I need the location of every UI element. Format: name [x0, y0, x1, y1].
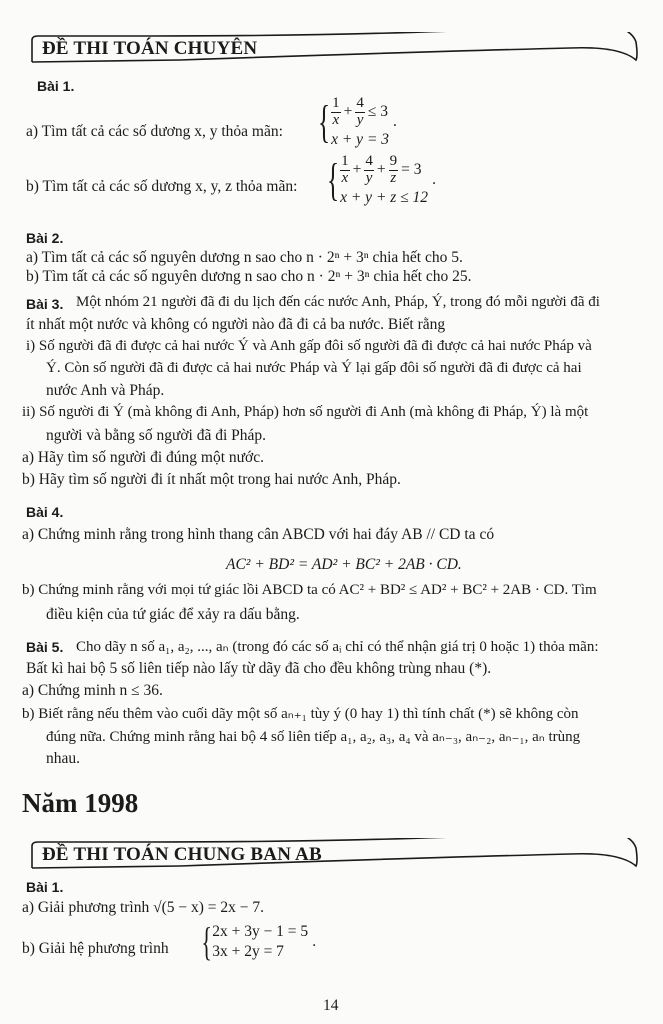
period: . [393, 113, 397, 131]
problem-2a: a) Tìm tất cả các số nguyên dương n sao cho n · 2ⁿ + 3ⁿ chia hết cho 5. [26, 249, 463, 266]
problem-3b: b) Hãy tìm số người đi ít nhất một trong hai nước Anh, Pháp. [22, 471, 401, 488]
section-banner-chung [30, 838, 640, 870]
problem-3-label: Bài 3. [26, 296, 64, 312]
brace-icon: { [326, 154, 340, 206]
problem-2b: b) Tìm tất cả các số nguyên dương n sao cho n · 2ⁿ + 3ⁿ chia hết cho 25. [26, 268, 472, 285]
plus: + [352, 161, 362, 179]
section-title: ĐỀ THI TOÁN CHUNG BAN AB [42, 844, 322, 865]
fraction-num: 4 [365, 153, 373, 169]
fraction-num: 1 [341, 153, 349, 169]
fraction-den: y [356, 111, 364, 128]
fraction-num: 1 [332, 95, 340, 111]
problem-3-line: người và bằng số người đã đi Pháp. [46, 427, 267, 444]
section-title: ĐỀ THI TOÁN CHUYÊN [42, 38, 258, 59]
plus: + [376, 161, 386, 179]
relation: = 3 [401, 161, 422, 179]
brace-icon: { [201, 919, 212, 964]
fraction-den: y [365, 169, 373, 186]
problem-3-line: Ý. Còn số người đã đi được cả hai nước Pháp và Ý lại gấp đôi số người đã đi được cả hai [46, 360, 582, 376]
problem-2-label: Bài 2. [26, 230, 64, 246]
fraction-den: z [390, 169, 397, 186]
period: . [312, 933, 317, 950]
problem-3-line: Một nhóm 21 người đã đi du lịch đến các nước Anh, Pháp, Ý, trong đó mỗi người đã đi [76, 294, 600, 310]
period: . [432, 171, 436, 189]
problem-1-label: Bài 1. [37, 78, 75, 94]
problem-4b-line: b) Chứng minh rằng với mọi tứ giác lồi ABCD ta có AC² + BD² ≤ AD² + BC² + 2AB · CD. Tìm [22, 582, 597, 598]
problem-5-line: Bất kì hai bộ 5 số liên tiếp nào lấy từ dãy đã cho đều không trùng nhau (*). [26, 660, 492, 677]
equation-system-2b [197, 919, 317, 964]
problem-5-label: Bài 5. [26, 639, 64, 655]
equation-system-1b [322, 154, 436, 207]
problem-1b-text: b) Giải hệ phương trình [22, 940, 169, 957]
problem-1b-text: b) Tìm tất cả các số dương x, y, z thỏa mãn: [26, 178, 298, 195]
page-number: 14 [323, 997, 339, 1014]
problem-5b-line: đúng nữa. Chứng minh rằng hai bộ 4 số liên tiếp a₁, a₂, a₃, a₄ và aₙ₋₃, aₙ₋₂, aₙ₋₁, aₙ trùng [46, 729, 581, 745]
fraction-num: 4 [356, 95, 364, 111]
problem-5a: a) Chứng minh n ≤ 36. [22, 682, 163, 699]
problem-4-equation: AC² + BD² = AD² + BC² + 2AB · CD. [226, 556, 462, 573]
equation-system-1a [313, 96, 397, 149]
year-heading: Năm 1998 [22, 788, 139, 818]
problem-1a: a) Giải phương trình √(5 − x) = 2x − 7. [22, 899, 265, 916]
problem-1-label: Bài 1. [26, 879, 64, 895]
problem-3-line: nước Anh và Pháp. [46, 382, 165, 399]
problem-3-line: i) Số người đã đi được cả hai nước Ý và Anh gấp đôi số người đã đi được cả hai nước Pháp và [26, 338, 592, 354]
equation-row: 2x + 3y − 1 = 5 [212, 923, 309, 940]
fraction-den: x [341, 169, 349, 186]
problem-3-line: ít nhất một nước và không có người nào đã đi cả ba nước. Biết rằng [26, 316, 446, 333]
problem-5b-line: b) Biết rằng nếu thêm vào cuối dãy một số aₙ₊₁ tùy ý (0 hay 1) thì tính chất (*) sẽ không còn [22, 706, 579, 722]
problem-4b-line: điều kiện của tứ giác để xảy ra dấu bằng. [46, 606, 300, 623]
equation-row: x + y + z ≤ 12 [340, 188, 429, 206]
plus: + [343, 103, 353, 121]
problem-5b-line: nhau. [46, 750, 81, 767]
problem-4-label: Bài 4. [26, 504, 64, 520]
problem-3-line: ii) Số người đi Ý (mà không đi Anh, Pháp) hơn số người đi Anh (mà không đi Pháp, Ý) là một [22, 404, 589, 420]
problem-3a: a) Hãy tìm số người đi đúng một nước. [22, 449, 264, 466]
fraction-den: x [332, 111, 340, 128]
fraction-num: 9 [389, 153, 398, 169]
problem-4a: a) Chứng minh rằng trong hình thang cân ABCD với hai đáy AB // CD ta có [22, 526, 495, 543]
problem-1a-text: a) Tìm tất cả các số dương x, y thỏa mãn: [26, 123, 283, 140]
relation: ≤ 3 [367, 103, 388, 121]
equation-row: x + y = 3 [331, 130, 390, 148]
brace-icon: { [317, 96, 331, 148]
problem-5-line: Cho dãy n số a₁, a₂, ..., aₙ (trong đó các số aᵢ chỉ có thể nhận giá trị 0 hoặc 1) thỏa mãn: [76, 639, 599, 655]
section-banner-chuyen [30, 32, 640, 64]
equation-row: 3x + 2y = 7 [212, 943, 284, 960]
